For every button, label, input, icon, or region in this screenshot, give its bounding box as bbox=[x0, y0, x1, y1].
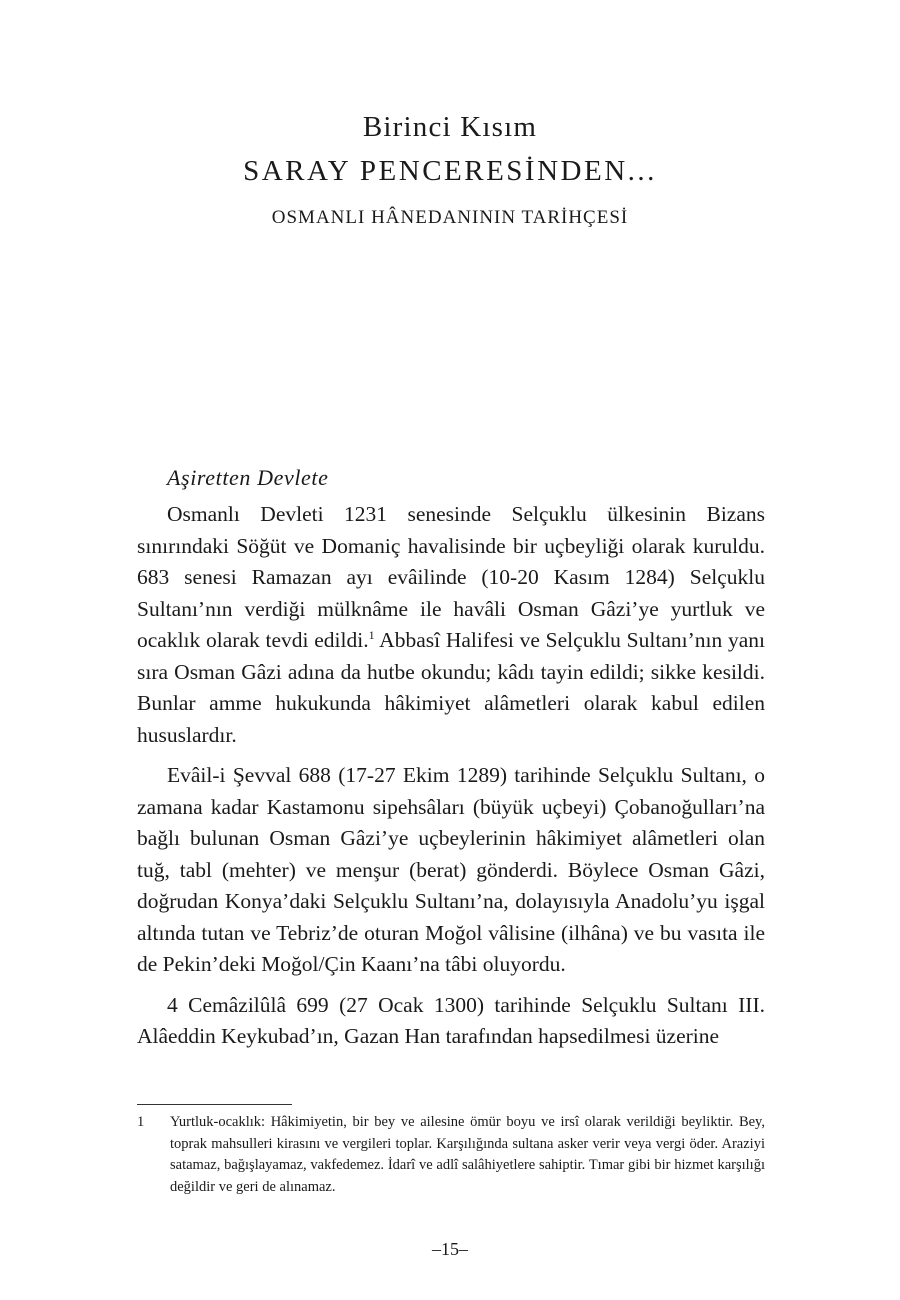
footnote-reference: 1 bbox=[368, 628, 375, 642]
paragraph-3: 4 Cemâzilûlâ 699 (27 Ocak 1300) tarihinde Selçuklu Sultanı III. Alâeddin Keykubad’ın, Gazan Han tarafından hapsedilmesi üzerine bbox=[137, 992, 765, 1048]
footnote-number: 1 bbox=[137, 1114, 145, 1130]
footnote-divider bbox=[137, 1104, 292, 1105]
paragraph-2: Evâil-i Şevval 688 (17-27 Ekim 1289) tarihinde Selçuklu Sultanı, o zamana kadar Kastamonu sipehsâları (büyük uçbeyi) Çobanoğulları’na bağlı bulunan Osman Gâzi’ye uçbeylerinin hâkimiyet alâmetleri olan tuğ, tabl (mehter) ve menşur (berat) gönderdi. Böylece Osman Gâzi, doğrudan Konya’daki Selçuklu Sultanı’na, dolayısıyla Anadolu’yu işgal altında tutan ve Tebriz’de oturan Moğol vâlisine (ilhâna) ve bu vasıta ile de Pekin’deki Moğol/Çin Kaanı’na tâbi oluyordu. bbox=[137, 763, 765, 976]
part-heading: Birinci Kısım bbox=[362, 111, 538, 143]
chapter-title: SARAY PENCERESİNDEN... bbox=[243, 155, 657, 187]
paragraph-1-text-after: Abbasî Halifesi ve Selçuklu Sultanı’nın yanı sıra Osman Gâzi adına da hutbe okundu; kâdı tayin edildi; sikke kesildi. Bunlar amme hukukunda hâkimiyet alâmetleri olarak kabul edilen hususlardır. bbox=[137, 628, 765, 747]
paragraph-1 bbox=[137, 499, 765, 751]
page-number: –15– bbox=[432, 1239, 468, 1259]
footnote bbox=[137, 1112, 765, 1198]
paragraph-1-text-before: Osmanlı Devleti 1231 senesinde Selçuklu ülkesinin Bizans sınırındaki Söğüt ve Domaniç havalisinde bir uçbeyliği olarak kuruldu. 683 senesi Ramazan ayı evâilinde (10-20 Kasım 1284) Selçuklu Sultanı’nın verdiği mülknâme ile havâli Osman Gâzi’ye yurtluk ve ocaklık olarak tevdi edildi. bbox=[137, 502, 765, 652]
footnote-text: Yurtluk-ocaklık: Hâkimiyetin, bir bey ve ailesine ömür boyu ve irsî olarak verildiği beyliktir. Bey, toprak mahsulleri kirasını ve vergileri toplar. Karşılığında sultana asker verir veya vergi öder. Araziyi satamaz, bağışlayamaz, vakfedemez. İdarî ve adlî salâhiyetlere sahiptir. Tımar gibi bir hizmet karşılığı değildir ve geri de alınamaz. bbox=[170, 1114, 765, 1195]
body-text bbox=[137, 499, 765, 1062]
chapter-subtitle: OSMANLI HÂNEDANININ TARİHÇESİ bbox=[271, 207, 629, 228]
section-heading: Aşiretten Devlete bbox=[167, 465, 329, 490]
